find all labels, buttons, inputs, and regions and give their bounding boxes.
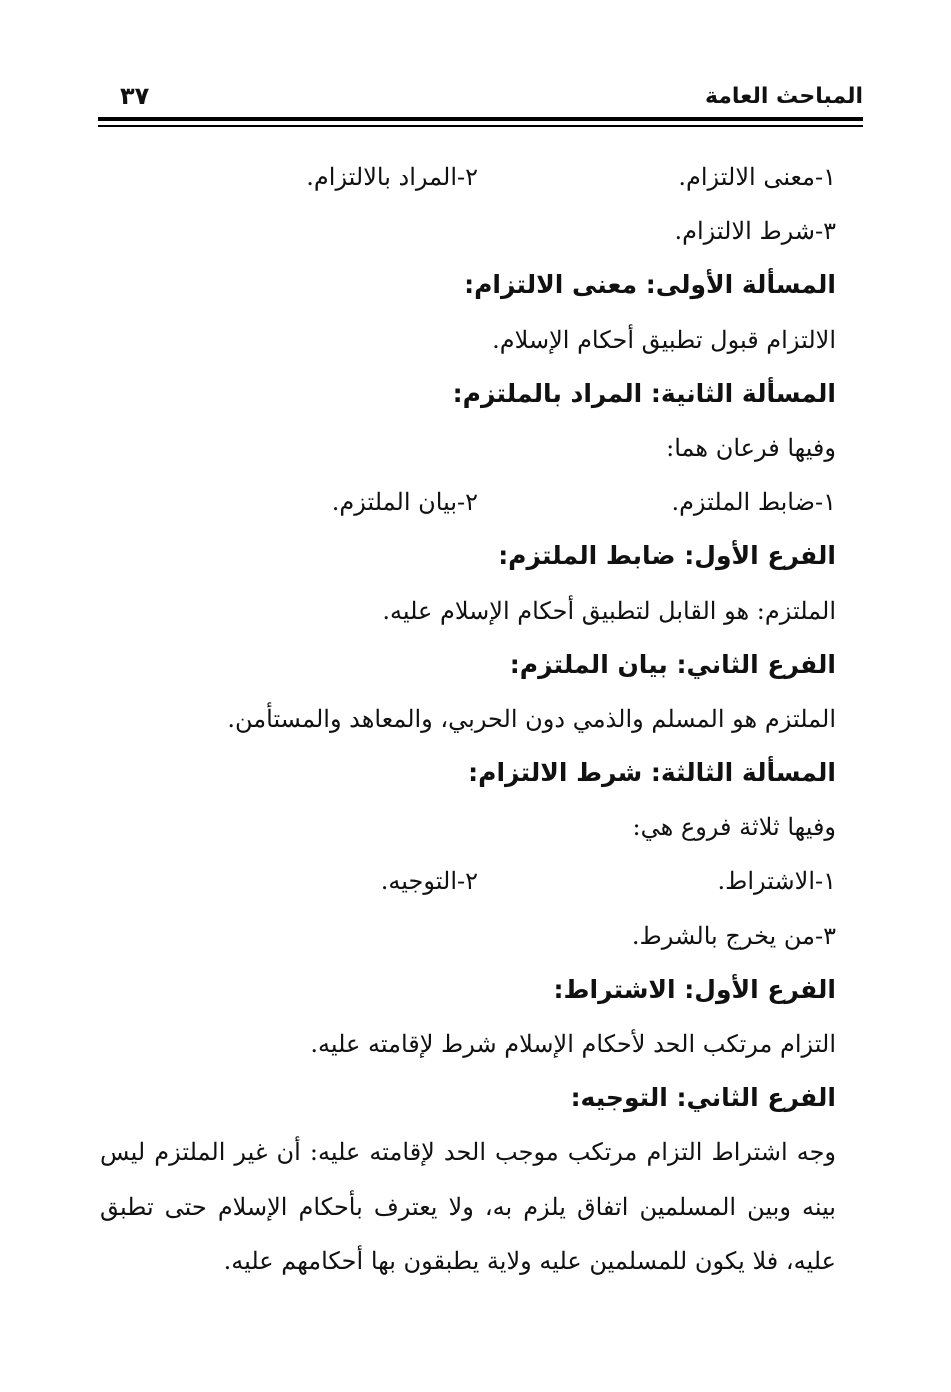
- paragraph: وفيها ثلاثة فروع هي:: [632, 813, 836, 842]
- list-item: ١-معنى الالتزام.: [678, 163, 836, 191]
- header-rule-thick: [98, 117, 863, 121]
- paragraph: الملتزم هو المسلم والذمي دون الحربي، والمعاهد والمستأمن.: [227, 704, 836, 733]
- page-number: ٣٧: [120, 82, 150, 110]
- running-title: المباحث العامة: [704, 84, 863, 109]
- page-body: [100, 150, 836, 1288]
- subsection-heading: الفرع الأول: ضابط الملتزم:: [498, 541, 836, 571]
- paragraph: الملتزم: هو القابل لتطبيق أحكام الإسلام عليه.: [382, 596, 836, 625]
- list-item: ٢-المراد بالالتزام.: [306, 163, 478, 191]
- subsection-heading: الفرع الثاني: بيان الملتزم:: [509, 649, 836, 679]
- list-row: [100, 854, 836, 908]
- list-row: [100, 150, 836, 204]
- section-heading: المسألة الثالثة: شرط الالتزام:: [468, 758, 836, 788]
- section-heading: المسألة الأولى: معنى الالتزام:: [464, 270, 836, 300]
- paragraph: التزام مرتكب الحد لأحكام الإسلام شرط لإقامته عليه.: [310, 1030, 836, 1058]
- subsection-heading: الفرع الثاني: التوجيه:: [570, 1083, 836, 1113]
- list-row: [100, 475, 836, 529]
- paragraph: وجه اشتراط التزام مرتكب موجب الحد لإقامته عليه: أن غير الملتزم ليس بينه وبين المسلمين اتفاق يلزم به، ولا يعترف بأحكام الإسلام حتى تطبق عليه، فلا يكون للمسلمين عليه ولاية يطبقون بها أحكامهم عليه.: [100, 1138, 836, 1275]
- list-item: ٣-شرط الالتزام.: [674, 217, 836, 246]
- paragraph: الالتزام قبول تطبيق أحكام الإسلام.: [492, 325, 836, 354]
- list-item: ٢-التوجيه.: [380, 867, 478, 896]
- header-rule-thin: [98, 125, 863, 127]
- subsection-heading: الفرع الأول: الاشتراط:: [553, 974, 836, 1004]
- list-item: ١-ضابط الملتزم.: [671, 488, 836, 517]
- paragraph: وفيها فرعان هما:: [666, 433, 836, 462]
- section-heading: المسألة الثانية: المراد بالملتزم:: [452, 378, 836, 408]
- running-header: [98, 84, 863, 116]
- list-item: ٣-من يخرج بالشرط.: [631, 921, 836, 950]
- list-item: ٢-بيان الملتزم.: [331, 488, 478, 517]
- list-item: ١-الاشتراط.: [717, 867, 836, 896]
